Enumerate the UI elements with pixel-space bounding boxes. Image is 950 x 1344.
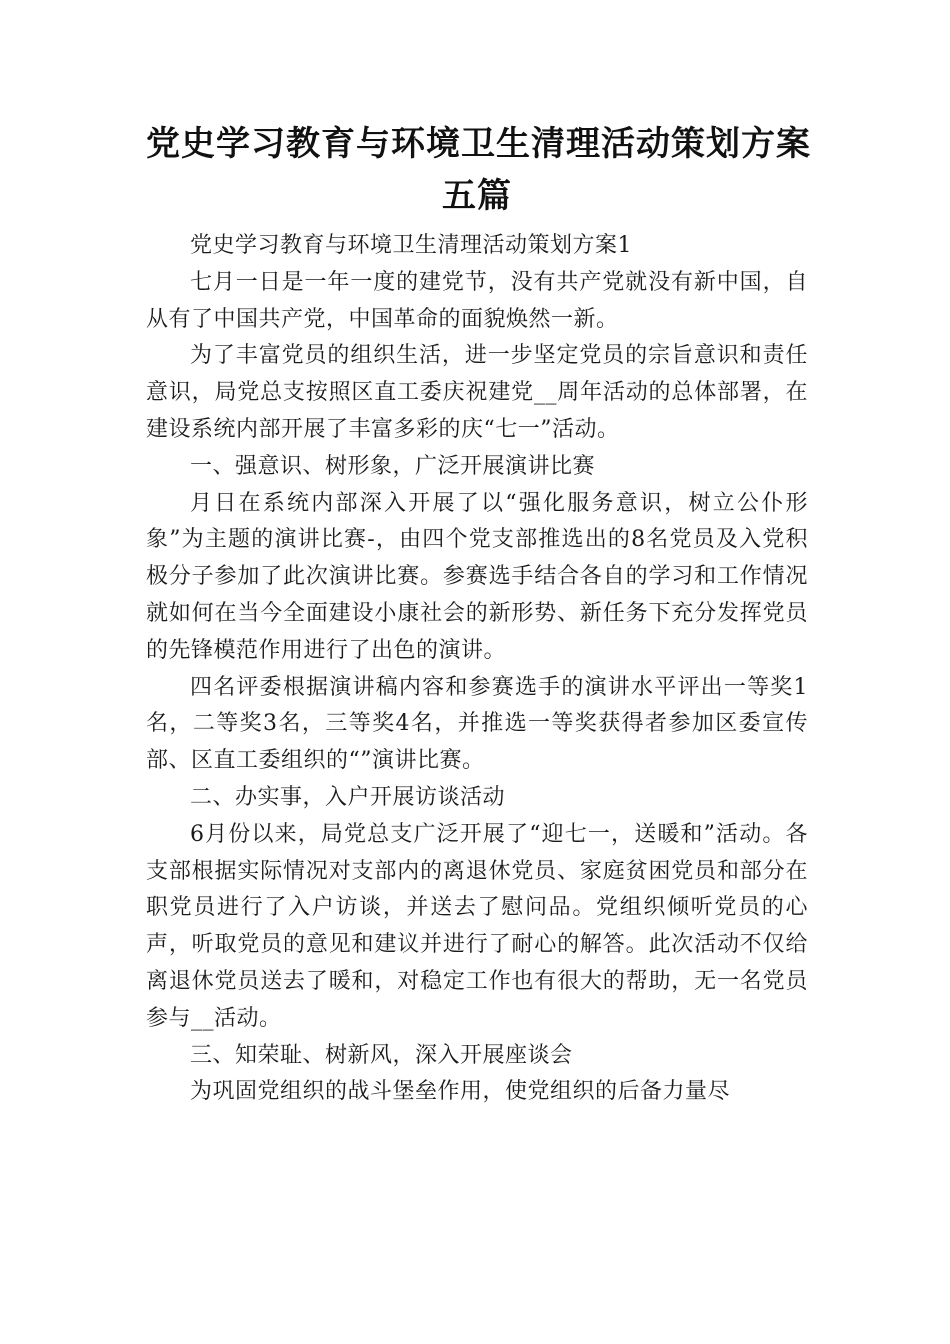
- body-paragraph: 七月一日是一年一度的建党节，没有共产党就没有新中国，自从有了中国共产党，中国革命的面貌焕然一新。: [146, 269, 808, 332]
- document-title: [146, 118, 811, 222]
- document-title-line-2: 五篇: [442, 176, 512, 216]
- section-heading-two: 二、办实事，入户开展访谈活动: [190, 784, 506, 810]
- section-heading-one: 一、强意识、树形象，广泛开展演讲比赛: [190, 453, 596, 479]
- body-paragraph: 为巩固党组织的战斗堡垒作用，使党组织的后备力量尽: [190, 1079, 731, 1105]
- section-heading-plan-1: 党史学习教育与环境卫生清理活动策划方案1: [190, 233, 632, 258]
- document-title-line-1: 党史学习教育与环境卫生清理活动策划方案: [146, 124, 811, 164]
- section-heading-three: 三、知荣耻、树新风，深入开展座谈会: [190, 1042, 573, 1068]
- body-paragraph: 6月份以来，局党总支广泛开展了“迎七一，送暖和”活动。各支部根据实际情况对支部内的离退休党员、家庭贫困党员和部分在职党员进行了入户访谈，并送去了慰问品。党组织倾听党员的心声，听取党员的意见和建议并进行了耐心的解答。此次活动不仅给离退休党员送去了暖和，对稳定工作也有很大的帮助，无一名党员参与__活动。: [146, 821, 808, 1031]
- body-paragraph: 月日在系统内部深入开展了以“强化服务意识，树立公仆形象”为主题的演讲比赛-，由四个党支部推选出的8名党员及入党积极分子参加了此次演讲比赛。参赛选手结合各自的学习和工作情况就如何在当今全面建设小康社会的新形势、新任务下充分发挥党员的先锋模范作用进行了出色的演讲。: [146, 490, 808, 663]
- body-paragraph: 为了丰富党员的组织生活，进一步坚定党员的宗旨意识和责任意识，局党总支按照区直工委庆祝建党__周年活动的总体部署，在建设系统内部开展了丰富多彩的庆“七一”活动。: [146, 343, 808, 442]
- document-body: [146, 228, 808, 1111]
- document-page: [146, 118, 811, 1111]
- body-paragraph: 四名评委根据演讲稿内容和参赛选手的演讲水平评出一等奖1名，二等奖3名，三等奖4名，并推选一等奖获得者参加区委宣传部、区直工委组织的“”演讲比赛。: [146, 674, 808, 774]
